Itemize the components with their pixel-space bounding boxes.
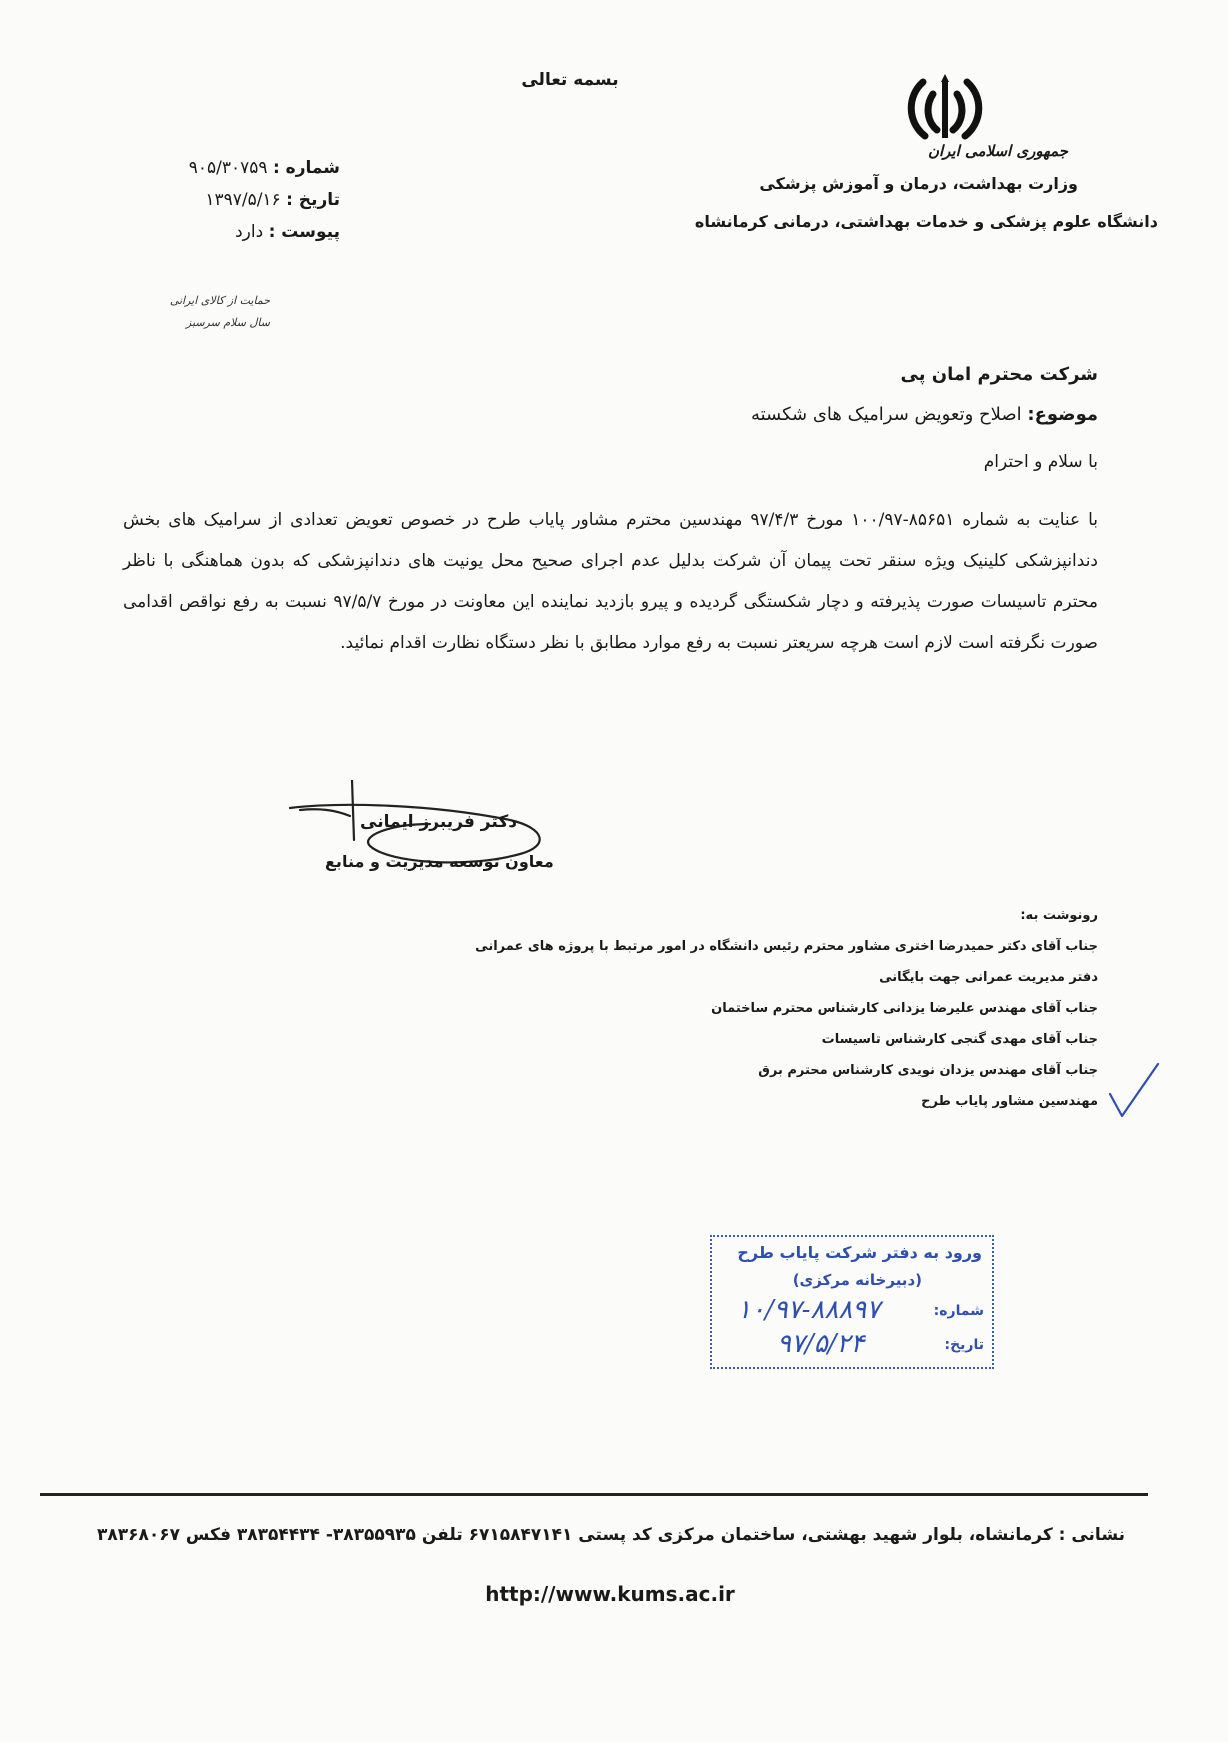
- stamp-title: ورود به دفتر شرکت پایاب طرح: [737, 1243, 982, 1262]
- cc-item: جناب آقای مهندس علیرضا یزدانی کارشناس محترم ساختمان: [711, 1001, 1098, 1016]
- cc-heading: رونوشت به:: [1020, 908, 1098, 923]
- university-name: دانشگاه علوم پزشکی و خدمات بهداشتی، درمانی کرمانشاه: [694, 212, 1158, 231]
- header-invocation: بسمه تعالی: [521, 70, 619, 90]
- incoming-stamp: [710, 1235, 994, 1369]
- letter-number-label: شماره :: [272, 158, 340, 178]
- signatory-name: دکتر فریبرز ایمانی: [360, 812, 517, 832]
- subject-line: [751, 404, 1098, 425]
- signatory-title: معاون توسعه مدیریت و منابع: [325, 852, 554, 871]
- letter-meta: [120, 158, 340, 254]
- handwritten-note-line-2: سال سلام سرسبز: [185, 316, 270, 329]
- letter-number-row: [120, 158, 340, 178]
- subject-label: موضوع:: [1027, 404, 1098, 425]
- stamp-number-value: ۱۰/۹۷-۸۸۸۹۷: [737, 1295, 881, 1325]
- cc-list: [475, 900, 1098, 1117]
- footer-divider: [40, 1493, 1148, 1496]
- stamp-number-label: شماره:: [933, 1303, 984, 1319]
- ministry-name: وزارت بهداشت، درمان و آموزش پزشکی: [759, 174, 1078, 193]
- letter-body: با عنایت به شماره ۸۵۶۵۱-۱۰۰/۹۷ مورخ ۹۷/۴/۳ مهندسین محترم مشاور پایاب طرح در خصوص تعویض تعدادی از سرامیک های بخش دندانپزشکی کلینیک ویژه سنقر تحت پیمان آن شرکت بدلیل عدم اجرای صحیح محل یونیت های دندانپزشکی که بدون هماهنگی با ناظر محترم تاسیسات صورت پذیرفته و دچار شکستگی گردیده و پیرو بازدید نماینده این معاونت در مورخ ۹۷/۵/۷ نسبت به رفع نواقص اقدامی صورت نگرفته است لازم است هرچه سریعتر نسبت به رفع موارد مطابق با نظر دستگاه نظارت اقدام نمائید.: [123, 510, 1098, 653]
- recipient: شرکت محترم امان پی: [900, 364, 1098, 385]
- footer-address: نشانی : کرمانشاه، بلوار شهید بهشتی، ساختمان مرکزی کد پستی ۶۷۱۵۸۴۷۱۴۱ تلفن ۳۸۳۵۵۹۳۵- ۳۸۳۵۴۴۳۴ فکس ۳۸۳۶۸۰۶۷: [97, 1525, 1125, 1545]
- checkmark-icon: [1108, 1060, 1160, 1120]
- letter-date-value: ۱۳۹۷/۵/۱۶: [205, 190, 281, 210]
- letter-date-label: تاریخ :: [286, 190, 340, 210]
- cc-item: دفتر مدیریت عمرانی جهت بایگانی: [879, 970, 1098, 985]
- letter-number-value: ۹۰۵/۳۰۷۵۹: [188, 158, 268, 178]
- letter-attachment-label: پیوست :: [268, 222, 340, 242]
- stamp-subtitle: (دبیرخانه مرکزی): [792, 1271, 922, 1289]
- greeting: با سلام و احترام: [983, 452, 1098, 472]
- letter-attachment-row: [120, 222, 340, 242]
- handwritten-note: [150, 290, 270, 334]
- cc-item: مهندسین مشاور پایاب طرح: [921, 1094, 1098, 1109]
- signature-scribble: [280, 780, 560, 890]
- iran-emblem-icon: [905, 74, 985, 144]
- cc-item: جناب آقای مهندس یزدان نویدی کارشناس محترم برق: [758, 1063, 1098, 1078]
- letter-date-row: [120, 190, 340, 210]
- cc-item: جناب آقای مهدی گنجی کارشناس تاسیسات: [821, 1032, 1098, 1047]
- stamp-date-label: تاریخ:: [944, 1337, 984, 1353]
- footer-url: http://www.kums.ac.ir: [485, 1582, 735, 1606]
- subject-text: اصلاح وتعویض سرامیک های شکسته: [750, 404, 1022, 425]
- handwritten-note-line-1: حمایت از کالای ایرانی: [169, 294, 270, 307]
- stamp-date-value: ۹۷/۵/۲۴: [777, 1329, 865, 1359]
- letter-attachment-value: دارد: [235, 222, 264, 242]
- emblem-caption: جمهوری اسلامی ایران: [927, 142, 1068, 160]
- cc-item: جناب آقای دکتر حمیدرضا اختری مشاور محترم رئیس دانشگاه در امور مرتبط با پروژه های عمرانی: [475, 939, 1098, 954]
